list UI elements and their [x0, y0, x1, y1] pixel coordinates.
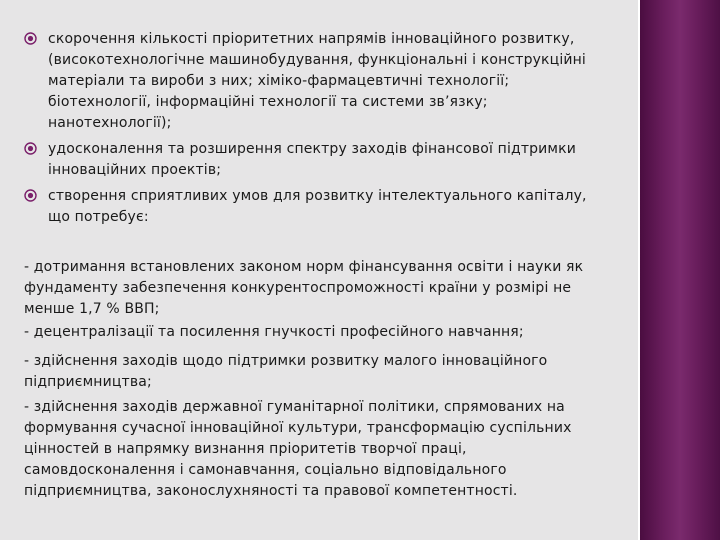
dash-item-decentralization: - децентралізації та посилення гнучкості професійного навчання; [24, 324, 524, 340]
target-bullet-icon [24, 142, 37, 155]
bullet-text: скорочення кількості пріоритетних напрямів інноваційного розвитку, (високотехнологічне машинобудування, функціональні і конструкційні матеріали та вироби з них; хіміко-фармацевтичні технології; біотехнології, інформаційні технології та системи зв’язку; нанотехнології); [48, 31, 586, 131]
dash-item-small-business: - здійснення заходів щодо підтримки розвитку малого інноваційного підприємництва; [24, 353, 548, 390]
target-bullet-icon [24, 189, 37, 202]
dash-item-education-funding: - дотримання встановлених законом норм фінансування освіти і науки як фундаменту забезпечення конкурентоспроможності країни у розмірі не менше 1,7 % ВВП; [24, 259, 584, 317]
bullet-text: створення сприятливих умов для розвитку інтелектуального капіталу, що потребує: [48, 188, 587, 225]
decorative-sidebar [640, 0, 720, 540]
target-bullet-icon [24, 32, 37, 45]
bullet-text: удосконалення та розширення спектру заходів фінансової підтримки інноваційних проектів; [48, 141, 576, 178]
dash-item-humanitarian-policy: - здійснення заходів державної гуманітарної політики, спрямованих на формування сучасної інноваційної культури, трансформацію суспільних цінностей в напрямку визнання пріоритетів творчої праці, самовдосконалення і самонавчання, соціально відповідального підприємництва, законослухняності та правової компетентності. [24, 399, 572, 499]
